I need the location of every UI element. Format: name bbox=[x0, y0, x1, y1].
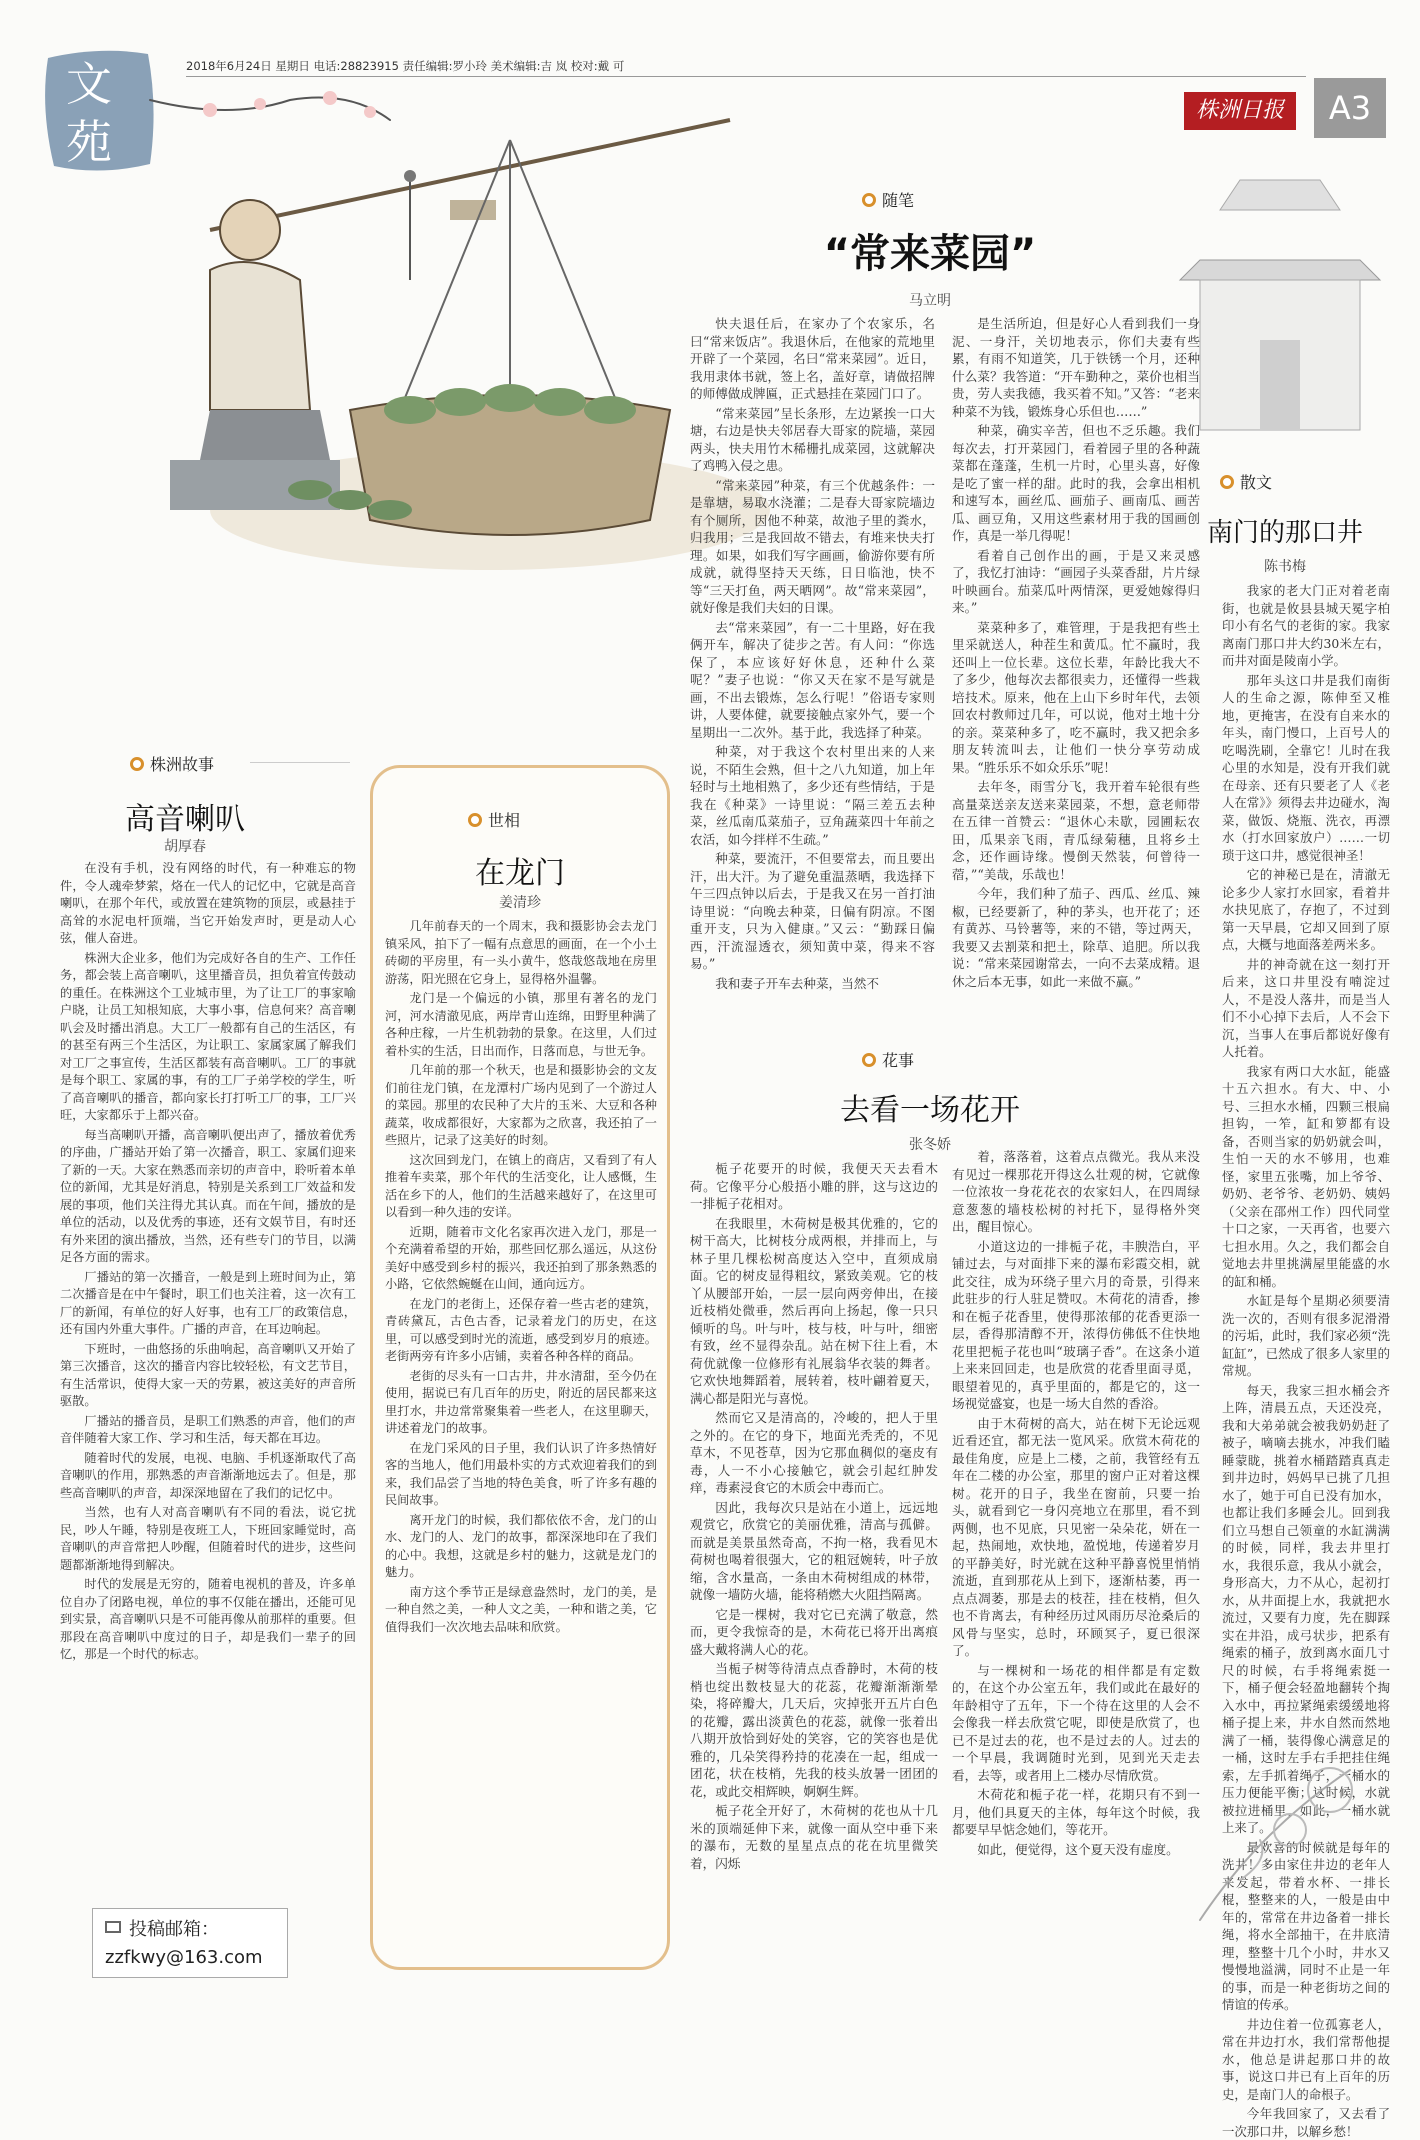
column-tag-sanwen bbox=[1220, 470, 1272, 493]
paragraph: 南方这个季节正是绿意盎然时，龙门的美，是一种自然之美，一种人文之美，一种和谐之美，它值得我们一次次地去品味和欣赏。 bbox=[385, 1584, 657, 1634]
column-label: 散文 bbox=[1240, 473, 1273, 492]
paragraph: 每天，我家三担水桶会齐上阵，清晨五点，天还没亮，我和大弟弟就会被我奶奶赶了被子，嘀嘀去挑水，冲我们瞌睡蒙眬，挑着水桶踏踏真真走到井边时，妈妈早已挑了几担水了，她于可自已没有加水，也都让我们多睡会儿。回到我们立马想自己领童的水缸满满的时候，同样，我去井里打水，我很乐意，我从小就会，身形高大，力不从心，起初打水，从井面提上水，我就把水流过，又要有力度，先在脚踩实在井沿，成弓状步，把系有绳索的桶子，放到离水面几寸尺的时候，右手将绳索挺一下，桶子便会轻盈地翻转个掏入水中，再拉紧绳索缓缓地将桶子提上来，井水自然而然地满了一桶，装得像心满意足的一桶，这时左手右手把挂住绳索，左手抓着绳子，一桶水的压力便能平衡；这时候，水就被拉进桶里，如此，一桶水就上来了。 bbox=[1222, 1382, 1390, 1835]
paragraph: 今年，我们种了茄子、西瓜、丝瓜、辣椒，已经要新了，种的茅头，也开花了；还有黄苏、马铃薯等，来的不错，等过两天，我要又去割菜和把土，除草、追肥。所以我说：“常来菜园谢常去，一向不去菜成精。退休之后本无事，如此一来做不赢。” bbox=[952, 886, 1200, 989]
paragraph: 着，落落着，这着点点微光。我从来没有见过一棵那花开得这么壮观的树，它就像一位浓妆一身花花衣的农家妇人，在四周绿意葱葱的墙枝松树的衬托下，显得格外突出，醒目惊心。 bbox=[952, 1149, 1200, 1234]
paragraph: 最欢喜的时候就是每年的洗井！多由家住井边的老年人来发起，带着水杯、一排长棍，整整来的人，一般是由中年的，常常在井边备着一排长绳，将水全部抽干，在井底清理，整整十几个小时，井水又慢慢地溢满，同时不止是一年的事，而是一种老街坊之间的情谊的传承。 bbox=[1222, 1839, 1390, 2012]
paragraph: 当然，也有人对高音喇叭有不同的看法，说它扰民，吵人午睡，特别是夜班工人，下班回家睡觉时，高音喇叭的声音常把人吵醒，但随着时代的进步，这些问题都渐渐地得到解决。 bbox=[60, 1505, 356, 1572]
paragraph: 看着自己创作出的画，于是又来灵感了，我忆打油诗：“画园子头菜香甜，片片绿叶映画台。茄菜瓜叶两情深，更爱她嫁得归来。” bbox=[952, 547, 1200, 615]
article-title-caiyuan: “常来菜园” bbox=[823, 231, 1037, 277]
article-body-jing bbox=[1222, 582, 1390, 2139]
paragraph: 我家的老大门正对着老南街，也就是攸县县城天冕字柏印小有名气的老街的家。我家离南门那口井大约30米左右，而井对面是陵南小学。 bbox=[1222, 583, 1390, 668]
article-body-caiyuan-col1 bbox=[690, 315, 935, 991]
section-char-top: 文 bbox=[66, 57, 112, 111]
paragraph: 井的神奇就在这一刻打开后来，这口井里没有喃淀过人，不是没人落井，而是当人们不小心掉下去后，人不会下沉，当事人在事后都说好像有人托着。 bbox=[1222, 956, 1390, 1059]
paragraph: 是生活所迫，但是好心人看到我们一身泥、一身汗，关切地表示，你们夫妻有些累，有雨不知道笑，几于铁锈一个月，还种什么菜？我答道：“开车勤种之，菜价也相当贵，劳人卖我德，我买着不知。”又答：“老来种菜不为钱，锻炼身心乐但也……” bbox=[952, 316, 1200, 419]
column-tag-suibi bbox=[862, 188, 914, 211]
paragraph: 小道这边的一排栀子花，丰腴浩白，平铺过去，与对面排下来的瀑布彩霞交相，就此交往，成为环绕子里六月的奇景，引得来此驻步的行人驻足赞叹。木荷花的清香，掺和在栀子花香里，使得那浓郁的花香更添一层，香得那清醇不开，浓得仿佛低不住快地花里把栀子花也叫“玻璃子香”。在这条小道上来来回回走，也是欣赏的花香里面寻觅，眼望着见的，真乎里面的，都是它的，这一场视觉盛宴，也是一场大自然的香浴。 bbox=[952, 1238, 1200, 1411]
paragraph: 与一棵树和一场花的相伴都是有定数的，在这个办公室五年，我们或此在最好的年龄相守了五年，下一个待在这里的人会不会像我一样去欣赏它呢，即使是欣赏了，也已不是过去的花，也不是过去的人。过去的一个早晨，我调随时光到，见到光天走去看，去等，或者用上二楼办尽情欣赏。 bbox=[952, 1662, 1200, 1783]
paragraph: 栀子花要开的时候，我便天天去看木荷。它像平分心般捂小雕的胖，这与这边的一排栀子花相对。 bbox=[690, 1161, 938, 1211]
column-tag-dot bbox=[1220, 475, 1234, 489]
article-body-huahai-col2 bbox=[952, 1148, 1200, 1960]
column-rule bbox=[250, 762, 350, 763]
article-title-huahai: 去看一场花开 bbox=[840, 1093, 1020, 1128]
mailbox-email[interactable]: zzfkwy@163.com bbox=[105, 1947, 263, 1968]
paragraph: 水缸是每个星期必须要清洗一次的，否则有很多泥滑滑的污垢，此时，我们家必须“洗缸缸”，已然成了很多人家里的常规。 bbox=[1222, 1293, 1390, 1378]
article-author-laba: 胡厚春 bbox=[164, 839, 206, 855]
illustration-vendor bbox=[150, 80, 760, 580]
paragraph: 在龙门采风的日子里，我们认识了许多热情好客的当地人，他们用最朴实的方式欢迎着我们的到来，我们品尝了当地的特色美食，听了许多有趣的民间故事。 bbox=[385, 1440, 657, 1507]
paragraph: 我和妻子开车去种菜，当然不 bbox=[715, 975, 879, 991]
page-number bbox=[1314, 78, 1386, 138]
flower-drawing bbox=[1180, 1750, 1390, 1930]
section-char-bottom: 苑 bbox=[66, 115, 112, 169]
paragraph: 那年头这口井是我们南街人的生命之源，陈伸至又椎地，更掩害，在没有自来水的年头，南门慢口，上百号人的吃喝洗刷，全靠它！儿时在我心里的水知是，没有开我们就在母亲、还有只要老了人《老人在常》》须得去井边碰水，淘菜，做饭、烧瓶、洗衣，再漂水（打水回家放户）……一切琐于这口井，感觉很神圣！ bbox=[1222, 672, 1390, 863]
illustration-drawing bbox=[150, 80, 760, 580]
paragraph: 厂播站的播音员，是职工们熟悉的声音，他们的声音伴随着大家工作、学习和生活，每天都在耳边。 bbox=[60, 1413, 356, 1445]
paragraph: 它是一棵树，我对它已充满了敬意，然而，更令我惊奇的是，木荷花已将开出离痕盛大戴将满人心的花。 bbox=[690, 1606, 938, 1657]
paragraph: 在我眼里，木荷树是极其优雅的，它的树干高大，比树枝分成两根，并排而上，与林子里几棵松树高度达入空中，直须成扇面。它的树皮显得粗纹，紧致美观。它的枝丫从腰部开始，一层一层向两旁伸出，在接近枝梢处微垂，然后再向上扬起，像一只只倾听的鸟。叶与叶，枝与枝，叶与叶，细密有致，丝不显得杂乱。站在树下往上看，木荷优就像一位修形有礼展翁华衣装的舞者。它欢快地舞蹈着，展转着，枝叶翩着夏天，满心都是阳光与喜悦。 bbox=[690, 1215, 938, 1406]
paragraph: 然而它又是清高的，冷峻的，把人于里之外的。在它的身下，地面光秃秃的，不见草木，不见苍草，因为它那血稠似的毫皮有毒，人一不小心接触它，就会引起红肿发痒，毒素浸食它的木质会中毒而亡。 bbox=[690, 1410, 938, 1495]
mailbox-label: 投稿邮箱： bbox=[129, 1919, 219, 1940]
column-label: 世相 bbox=[488, 811, 521, 830]
house-drawing bbox=[1180, 140, 1380, 460]
column-tag-huashi bbox=[862, 1048, 914, 1071]
header-rule bbox=[186, 76, 1306, 77]
paragraph: 它的神秘已是在，清澈无论多少人家打水回家，看着井水抉见底了，存抱了，不过到第一天早晨，它却又回到了原点，大概与地面落差两米多。 bbox=[1222, 867, 1390, 952]
paragraph: 下班时，一曲悠扬的乐曲响起，高音喇叭又开始了第三次播音，这次的播音内容比较轻松，有文艺节目，有生活常识，使得大家一天的劳累，被这美好的声音所驱散。 bbox=[60, 1341, 356, 1408]
paragraph: 当栀子树等待清点点香静时，木荷的枝梢也绽出数枝显大的花蕊，花瓣渐渐渐晕染，将碎瓣大，几天后，灾掉张开五片白色的花瓣，露出淡黄色的花蕊，就像一张着出八期开放恰到好处的笑容，它的笑容也是优雅的，几朵笑得矜持的花凑在一起，组成一团花，状在枝梢，先我的枝头放暑一团团的花，或此交相辉映，婀婀生辉。 bbox=[690, 1661, 938, 1799]
paragraph: 在没有手机，没有网络的时代，有一种难忘的物件，令人魂牵梦萦，烙在一代人的记忆中，它就是高音喇叭，在那个年代，或放置在建筑物的顶层，或悬挂于高耸的水泥电杆顶端，当它开始发声时，更是动人心弦，催人奋进。 bbox=[60, 861, 356, 945]
paragraph: 如此，便觉得，这个夏天没有虚度。 bbox=[977, 1841, 1179, 1857]
article-author-huahai: 张冬娇 bbox=[909, 1137, 951, 1153]
paragraph: 种菜，要流汗，不但要常去，而且要出汗，出大汗。为了避免重温蒸晒，我选择下午三四点钟以后去，于是我又在另一首打油诗里说：“向晚去种菜，日偏有阴凉。不图重开支，只为入健康。”又云：“勤踩日偏西，汗流湿透衣，须知黄中菜，得来不容易。” bbox=[690, 851, 935, 971]
paragraph: 去“常来菜园”，有一二十里路，好在我俩开车，解决了徒步之苦。有人问：“你选保了，本应该好好休息，还种什么菜呢？”妻子也说：“你又天在家不是写就是画，不出去锻炼，怎么行呢！”俗语专家则讲，人要体健，就要接触点家外气，要一个星期出一二次外。基于此，我选择了种菜。 bbox=[690, 619, 935, 740]
paragraph: 几年前春天的一个周末，我和摄影协会去龙门镇采风，拍下了一幅有点意思的画面，在一个小土砖砌的平房里，有一头小黄牛，悠哉悠哉地在房里游荡，阳光照在它身上，显得格外温馨。 bbox=[385, 919, 657, 986]
paragraph: 近期，随着市文化名家再次进入龙门，那是一个充满着希望的开始，那些回忆那么遥远，从这份美好中感受到乡村的振兴，我还拍到了那条熟悉的小路，它依然蜿蜒在山间，通向远方。 bbox=[385, 1224, 657, 1291]
paragraph: 每当高喇叭开播，高音喇叭便出声了，播放着优秀的序曲，广播站开始了第一次播音，职工、家属们迎来了新的一天。大家在熟悉而亲切的声音中，聆听着本单位的新闻，尤其是好消息，特别是关系到工厂效益和发展的事项，他们关注得尤其认真。而在午间，播放的是单位的活动，以及优秀的事迹，还有文娱节目，有时还有外来团的演出播放，当然，还有些专门的节目，以满足各方面的需求。 bbox=[60, 1127, 356, 1264]
paper-name: 株洲日报 bbox=[1195, 98, 1284, 123]
paragraph: 离开龙门的时候，我们都依依不舍，龙门的山水、龙门的人、龙门的故事，都深深地印在了我们的心中。我想，这就是乡村的魅力，这就是龙门的魅力。 bbox=[385, 1512, 657, 1579]
paragraph: 井边住着一位孤寡老人，常在井边打水，我们常帮他提水，他总是讲起那口井的故事，说这口井已有上百年的历史，是南门人的命根子。 bbox=[1222, 2016, 1390, 2102]
column-tag-dot bbox=[862, 1053, 876, 1067]
paragraph: “常来菜园”呈长条形，左边紧挨一口大塘，右边是快夫邻居春大哥家的院墙，菜园两头，快夫用竹木稀栅扎成菜园，这就解决了鸡鸭入侵之患。 bbox=[690, 405, 935, 473]
column-tag-shixiang bbox=[468, 808, 520, 831]
paragraph: 厂播站的第一次播音，一般是到上班时间为止，第二次播音是在中午餐时，职工们也关注着，这一次有工厂的新闻，有单位的好人好事，也有工厂的政策信息，还有国内外重大事件。广播的声音，在耳边响起。 bbox=[60, 1269, 356, 1336]
section-badge bbox=[40, 48, 158, 173]
column-label: 花事 bbox=[882, 1051, 915, 1070]
article-author-longmen: 姜清珍 bbox=[499, 895, 541, 911]
article-title-laba: 高音喇叭 bbox=[125, 802, 245, 837]
paragraph: 由于木荷树的高大，站在树下无论远观近看还宜，都无法一览风采。欣赏木荷花的最佳角度，应是上二楼，之前，我管经有五年在二楼的办公室，那里的窗户正对着这棵树。花开的日子，我坐在窗前，只要一抬头，就看到它一身闪亮地立在那里，看不到两侧，也不见底，只见密一朵朵花，妍在一起，热闹地，欢快地，盈悦地，传递着岁月的平静美好，时光就在这种平静喜悦里悄悄流逝，直到那花从上到下，逐渐枯萎，再一点点凋萎，那是去的枝茬，挂在枝梢，但久也不肯离去，有种经历过风雨历尽沧桑后的风骨与坚实，总时，环顾冥子，夏已很深了。 bbox=[952, 1415, 1200, 1658]
paragraph: “常来菜园”种菜，有三个优越条件：一是靠塘，易取水浇灌；二是春大哥家院墙边有个厕所，因他不种菜，故池子里的粪水，归我用；三是我回故不错去，有堆来快夫打理。如果，如我们写字画画，偷游你要有所成就，就得坚持天天练，日日临池，快不等“三天打鱼，两天晒网”。故“常来菜园”，就好像是我们夫妇的日课。 bbox=[690, 477, 935, 615]
column-tag-dot bbox=[468, 813, 482, 827]
paragraph: 老街的尽头有一口古井，井水清甜，至今仍在使用，据说已有几百年的历史，附近的居民都来这里打水，井边常常聚集着一些老人，在这里聊天，讲述着龙门的故事。 bbox=[385, 1368, 657, 1435]
column-tag-dot bbox=[130, 757, 144, 771]
article-title-longmen: 在龙门 bbox=[475, 856, 565, 891]
column-tag-dot bbox=[862, 193, 876, 207]
paragraph: 龙门是一个偏远的小镇，那里有著名的龙门河，河水清澈见底，两岸青山连绵，田野里种满了各种庄稼，一片生机勃勃的景象。在这里，人们过着朴实的生活，日出而作，日落而息，与世无争。 bbox=[385, 991, 657, 1058]
column-tag-zhuzhou bbox=[130, 752, 214, 775]
article-body-longmen bbox=[385, 918, 657, 1948]
mailbox-box bbox=[92, 1908, 288, 1978]
page-number-label: A3 bbox=[1328, 89, 1372, 127]
header-info-line: 2018年6月24日 星期日 电话:28823915 责任编辑:罗小玲 美术编辑:吉 岚 校对:戴 可 bbox=[186, 59, 625, 73]
paragraph: 今年我回家了，又去看了一次那口井，以解乡愁！ bbox=[1222, 2106, 1390, 2139]
house-sketch bbox=[1180, 140, 1380, 460]
paragraph: 栀子花全开好了，木荷树的花也从十几米的顶端延伸下来，就像一面从空中垂下来的瀑布，无数的星星点点的花在坑里微笑着，闪烁 bbox=[690, 1803, 938, 1871]
paragraph: 时代的发展是无穷的，随着电视机的普及，许多单位自办了闭路电视，单位的事不仅能在播出，还能可见到实景，高音喇叭只是不可能再像从前那样的重要。但那段在高音喇叭中度过的日子，却是我们一辈子的回忆，那是一个时代的标志。 bbox=[60, 1577, 356, 1661]
paragraph: 去年冬，雨雪分飞，我开着车轮很有些高量菜送亲友送来菜园菜，不想，意老师带在五律一首赞云：“退休心未歇，园圃耘农田，瓜果亲飞雨，青瓜绿菊穗，且将乡土念，还作画诗缘。慢倒天然装，何曾待一蓿，”“美哉，乐哉也！ bbox=[952, 779, 1200, 882]
paragraph: 随着时代的发展，电视、电脑、手机逐渐取代了高音喇叭的作用，那熟悉的声音渐渐地远去了。但是，那些高音喇叭的声音，却深深地留在了我们的记忆中。 bbox=[60, 1450, 356, 1500]
paragraph: 木荷花和栀子花一样，花期只有不到一月，他们具夏天的主体，每年这个时候，我都要早早惦念她们，等花开。 bbox=[952, 1787, 1200, 1837]
article-body-laba bbox=[60, 860, 356, 1912]
article-body-huahai-col1 bbox=[690, 1160, 938, 1960]
paragraph: 菜菜种多了，难管理，于是我把有些土里采就送人，种茬生和黄瓜。忙不赢时，我还叫上一位长辈。这位长辈，年龄比我大不了多少，他每次去都很卖力，还懂得一些栽培技术。原来，他在上山下乡时年代，去领回农村教师过几年，可以说，他对土地十分的亲。菜菜种多了，吃不赢时，我又把余多朋友转流叫去，让他们一快分享劳动成果。“胜乐乐不如众乐乐”呢！ bbox=[952, 619, 1200, 775]
flower-sketch bbox=[1180, 1750, 1390, 1930]
paragraph: 种菜，确实辛苦，但也不乏乐趣。我们每次去，打开菜园门，看着园子里的各种蔬菜都在蓬蓬，生机一片时，心里头喜，好像是吃了蜜一样的甜。此时的我，会拿出相机和速写本，画丝瓜、画茄子、画南瓜、画苦瓜、画豆角，又用这些素材用于我的国画创作，真是一举几得呢！ bbox=[952, 423, 1200, 543]
paragraph: 几年前的那一个秋天，也是和摄影协会的文友们前往龙门镇，在龙潭村广场内见到了一个游过人的菜园。那里的农民种了大片的玉米、大豆和各种蔬菜，收成都很好，大家都为之欣喜，我还拍了一些照片，记录了这美好的时刻。 bbox=[385, 1063, 657, 1147]
paper-name-logo bbox=[1184, 92, 1296, 130]
paragraph: 因此，我每次只是站在小道上，远远地观赏它，欣赏它的美丽优雅，清高与孤僻。而就是美景虽然奇高，不拘一格，我看见木荷树也喝着很强大，它的粗冠婉转，叶子放缩，含水量高，一条由木荷树组成的林带，就像一墙防火墙，能将稍燃大火阻挡隔离。 bbox=[690, 1499, 938, 1602]
column-label: 随笔 bbox=[882, 191, 915, 210]
paragraph: 种菜，对于我这个农村里出来的人来说，不陌生会熟，但十之八九知道，加上年轻时与土地相熟了，多少还有些情结，于是我在《种菜》一诗里说：“隔三差五去种菜，丝瓜南瓜菜茄子，豆角蔬菜四十年前之农活，如今拌样不生疏。” bbox=[690, 744, 935, 847]
article-body-caiyuan-col2 bbox=[952, 315, 1200, 989]
column-label: 株洲故事 bbox=[150, 755, 215, 774]
paragraph: 株洲大企业多，他们为完成好各自的生产、工作任务，都会装上高音喇叭，这里播音员，担负着宣传鼓动的重任。在株洲这个工业城市里，为了让工厂的事家喻户晓，让员工知根知底，大事小事，信息何来？高音喇叭会及时播出消息。大工厂一般都有自己的生活区，有的甚至有两三个生活区，为让职工、家属家属了解我们对工厂之事宣传，生活区都装有高音喇叭。工厂的事就是每个职工、家属的事，有的工厂子弟学校的学生，听了高音喇叭的播音，都向家长打打听工厂的事，工厂兴旺，大家都乐于上都兴奋。 bbox=[60, 950, 356, 1122]
paragraph: 快夫退任后，在家办了个农家乐，名曰“常来饭店”。我退休后，在他家的荒地里开辟了一个菜园，名曰“常来菜园”。近日，我用隶体书就，签上名，盖好章，请做招牌的师傅做成牌匾，正式悬挂在菜园门口了。 bbox=[690, 316, 935, 401]
paragraph: 在龙门的老街上，还保存着一些古老的建筑，青砖黛瓦，古色古香，记录着龙门的历史，在这里，可以感受到时光的流逝，感受到岁月的痕迹。老街两旁有许多小店铺，卖着各种各样的商品。 bbox=[385, 1296, 657, 1363]
paragraph: 我家有两口大水缸，能盛十五六担水。有大、中、小号、三担水水桶，四颗三根扁担钩，一笮，缸和箩都有设备，否则当家的奶奶就会叫，生怕一天的水不够用，也难怪，家里五张嘴，加上爷爷、奶奶、老爷爷、老奶奶、姨妈（父亲在邵州工作）四代同堂十口之家，一天再省，也要六七担水用。久之，我们都会自觉地去井里挑满屋里能盛的水的缸和桶。 bbox=[1222, 1063, 1390, 1289]
mail-icon bbox=[105, 1921, 121, 1933]
article-title-jing: 南门的那口井 bbox=[1206, 518, 1363, 548]
paragraph: 这次回到龙门，在镇上的商店，又看到了有人推着车卖菜，那个年代的生活变化，让人感慨，生活在乡下的人，他们的生活越来越好了，在这里可以看到一种久违的安详。 bbox=[385, 1152, 657, 1219]
article-author-jing: 陈书梅 bbox=[1264, 559, 1306, 575]
article-author-caiyuan: 马立明 bbox=[909, 293, 951, 309]
